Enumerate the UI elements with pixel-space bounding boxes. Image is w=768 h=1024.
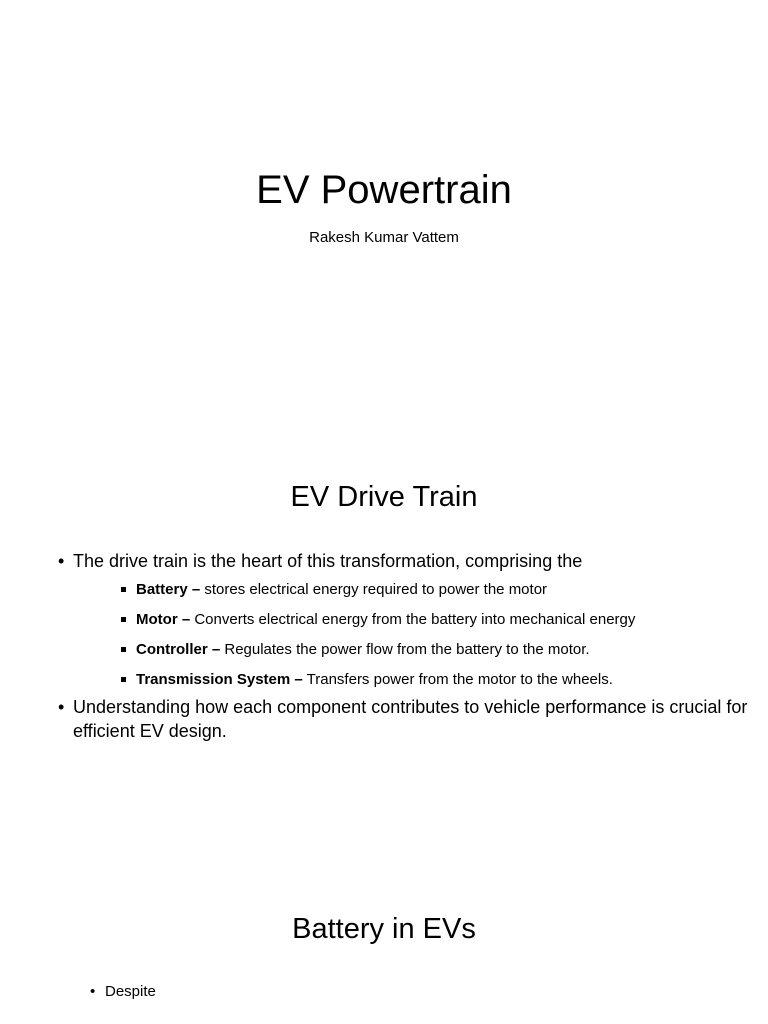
component-description: Converts electrical energy from the battery into mechanical energy: [190, 611, 636, 628]
bullet-drive-train-intro: [58, 549, 748, 690]
slide-2-bullet-list: [58, 549, 748, 743]
bullet-text: The drive train is the heart of this transformation, comprising the: [73, 551, 583, 571]
slide-2-title: EV Drive Train: [290, 481, 478, 513]
component-item-motor: [121, 610, 748, 630]
component-description: Transfers power from the motor to the wheels.: [302, 671, 613, 688]
slide-3-bullet-list: [90, 982, 156, 1002]
component-term: Transmission System –: [136, 671, 303, 688]
component-description: Regulates the power flow from the battery to the motor.: [220, 641, 590, 658]
slide-drive-train: [0, 432, 768, 864]
component-term: Battery –: [136, 581, 201, 598]
component-item-transmission: [121, 670, 748, 690]
slide-title-page: [0, 0, 768, 432]
component-term: Motor –: [136, 611, 191, 628]
component-list: [73, 580, 748, 690]
bullet-understanding: [58, 695, 748, 743]
component-item-battery: [121, 580, 748, 600]
bullet-text: Despite: [105, 983, 156, 1000]
component-term: Controller –: [136, 641, 221, 658]
bullet-despite: [90, 982, 156, 1002]
slide-battery: [0, 864, 768, 1024]
component-item-controller: [121, 640, 748, 660]
slide-1-author: Rakesh Kumar Vattem: [309, 229, 459, 246]
bullet-text: Understanding how each component contributes to vehicle performance is crucial for efficient EV design.: [73, 697, 748, 741]
component-description: stores electrical energy required to power the motor: [200, 581, 548, 598]
slide-1-title: EV Powertrain: [256, 168, 512, 212]
slide-3-title: Battery in EVs: [292, 913, 476, 945]
